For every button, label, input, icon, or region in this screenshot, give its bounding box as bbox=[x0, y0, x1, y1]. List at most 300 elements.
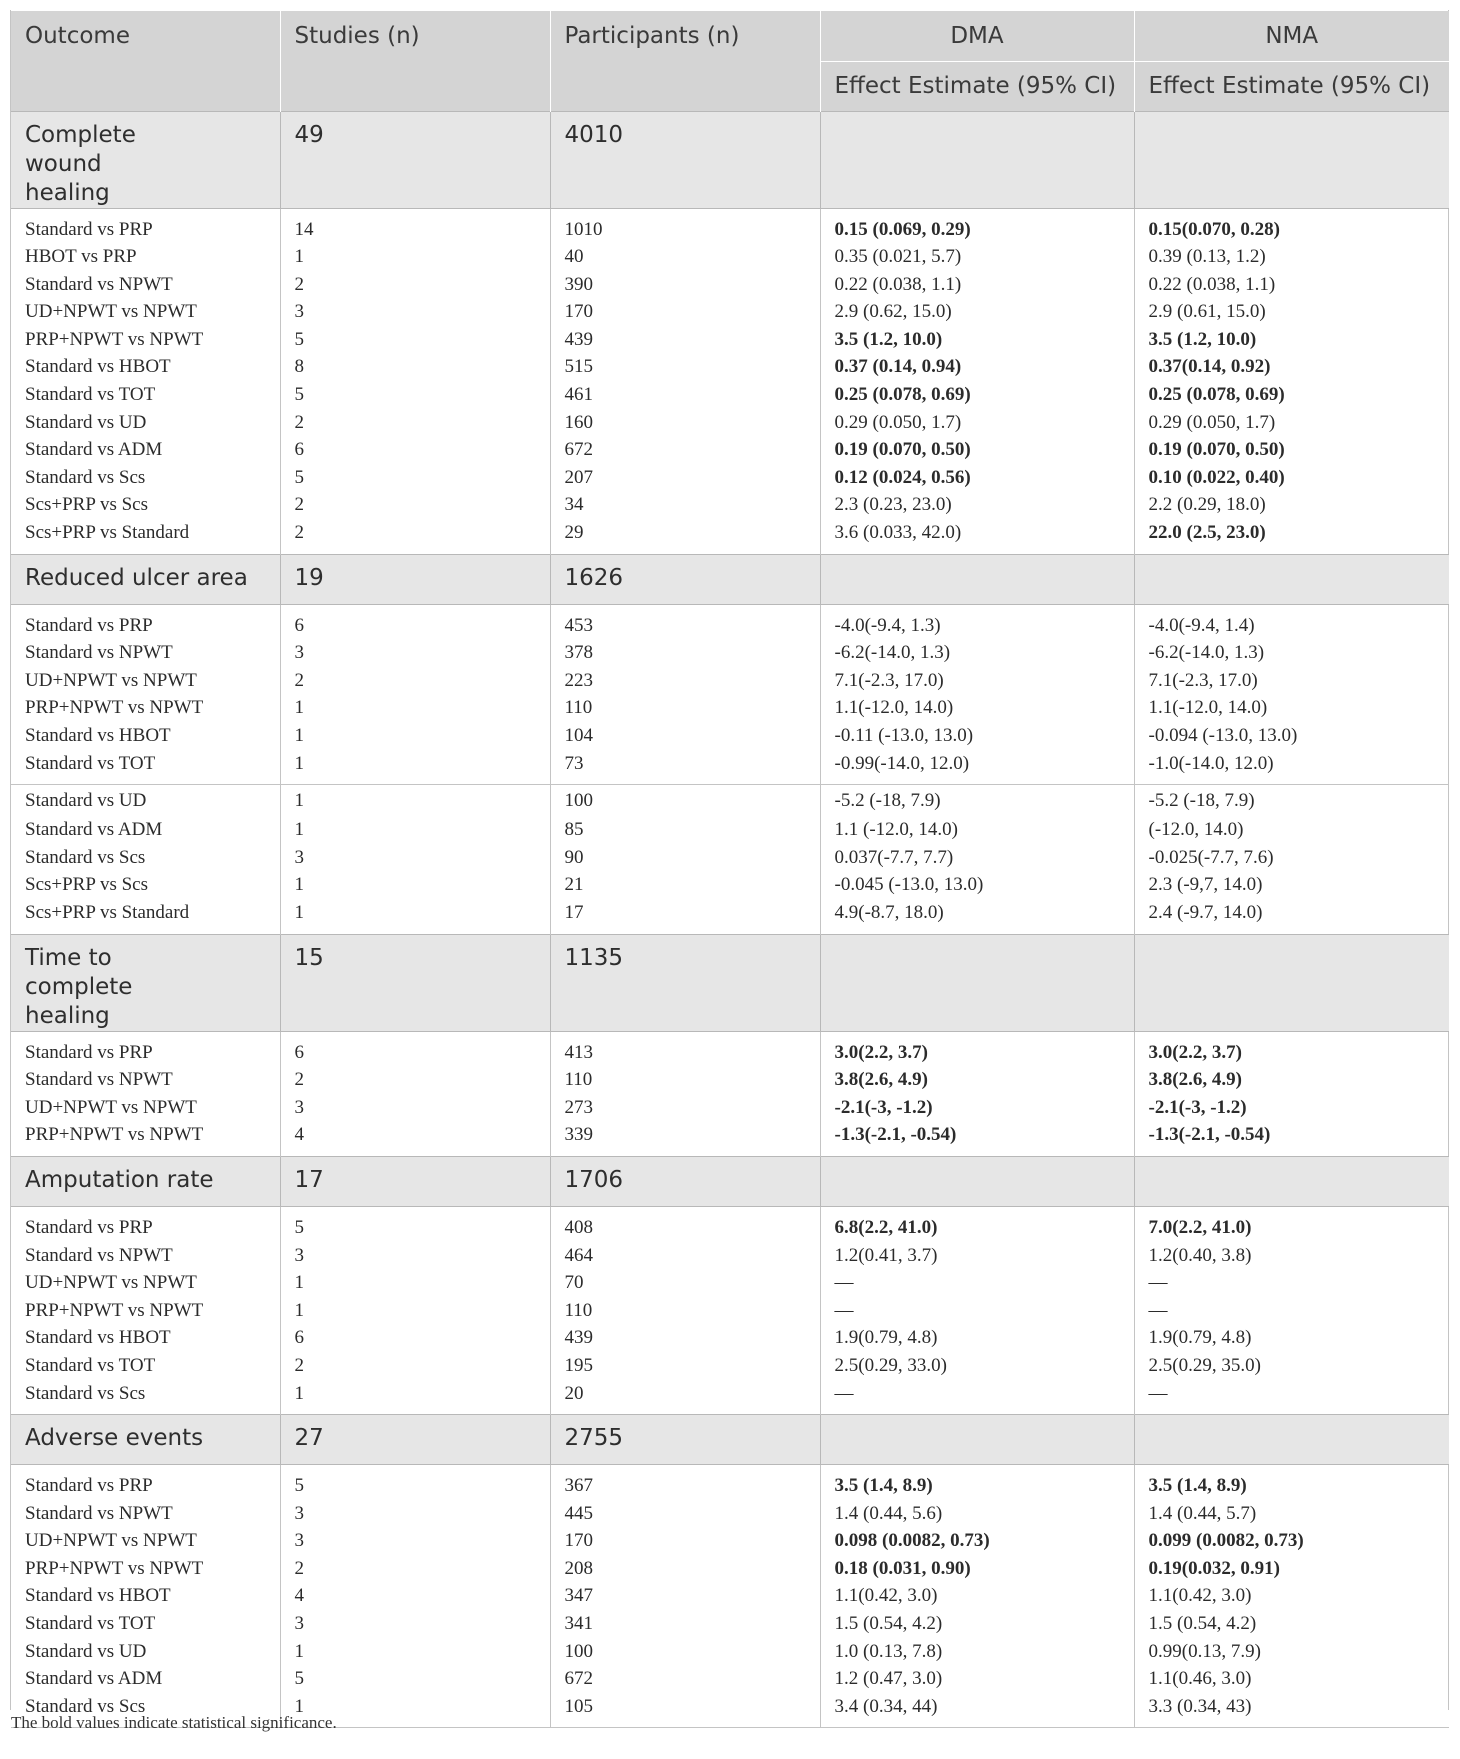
empty-cell bbox=[1134, 934, 1449, 1031]
participants-cell: 73 bbox=[550, 750, 820, 778]
dma-estimate-cell: -0.11 (-13.0, 13.0) bbox=[820, 722, 1134, 750]
studies-cell: 1 bbox=[280, 750, 550, 778]
dma-estimate-cell: 1.1(0.42, 3.0) bbox=[820, 1582, 1134, 1610]
dma-estimate-cell: 2.9 (0.62, 15.0) bbox=[820, 298, 1134, 326]
table-row bbox=[11, 1269, 1449, 1297]
dma-estimate-cell: 2.3 (0.23, 23.0) bbox=[820, 491, 1134, 519]
comparison-cell: Standard vs UD bbox=[11, 785, 280, 817]
dma-estimate-cell: -2.1(-3, -1.2) bbox=[820, 1094, 1134, 1122]
dma-estimate-cell: 1.1(-12.0, 14.0) bbox=[820, 694, 1134, 722]
table-row bbox=[11, 722, 1449, 750]
participants-cell: 85 bbox=[550, 816, 820, 844]
dma-estimate-cell: -5.2 (-18, 7.9) bbox=[820, 785, 1134, 817]
table-footnote: The bold values indicate statistical significance. bbox=[11, 1713, 337, 1732]
dma-estimate-cell: 1.5 (0.54, 4.2) bbox=[820, 1610, 1134, 1638]
participants-cell: 413 bbox=[550, 1039, 820, 1067]
nma-estimate-cell: 22.0 (2.5, 23.0) bbox=[1134, 519, 1449, 547]
dma-estimate-cell: 0.37 (0.14, 0.94) bbox=[820, 353, 1134, 381]
studies-cell: 5 bbox=[280, 464, 550, 492]
outcome-group-row bbox=[11, 934, 1449, 1031]
studies-cell: 1 bbox=[280, 694, 550, 722]
table-row bbox=[11, 1066, 1449, 1094]
outcome-studies: 27 bbox=[280, 1415, 550, 1465]
dma-estimate-cell: 3.5 (1.2, 10.0) bbox=[820, 326, 1134, 354]
comparison-cell: Standard vs TOT bbox=[25, 1613, 156, 1635]
table-row bbox=[11, 1352, 1449, 1380]
nma-estimate-cell: 0.39 (0.13, 1.2) bbox=[1134, 243, 1449, 271]
table-row bbox=[11, 1297, 1449, 1325]
nma-estimate-cell: 7.0(2.2, 41.0) bbox=[1134, 1214, 1449, 1242]
outcome-group-row bbox=[11, 1415, 1449, 1465]
nma-estimate-cell: 3.8(2.6, 4.9) bbox=[1134, 1066, 1449, 1094]
outcome-studies: 17 bbox=[280, 1156, 550, 1206]
participants-cell: 672 bbox=[550, 436, 820, 464]
row-spacer bbox=[11, 1149, 1449, 1157]
comparison-cell: Standard vs Scs bbox=[25, 1695, 146, 1717]
dma-estimate-cell: 0.098 (0.0082, 0.73) bbox=[820, 1527, 1134, 1555]
dma-estimate-cell: — bbox=[820, 1380, 1134, 1408]
comparison-cell: Standard vs NPWT bbox=[25, 273, 173, 295]
table-row bbox=[11, 1121, 1449, 1149]
results-table bbox=[11, 11, 1449, 1728]
outcome-studies: 49 bbox=[280, 111, 550, 208]
dma-estimate-cell: — bbox=[820, 1269, 1134, 1297]
participants-cell: 17 bbox=[550, 899, 820, 927]
comparison-cell: Standard vs ADM bbox=[25, 819, 163, 841]
studies-cell: 6 bbox=[280, 1039, 550, 1067]
header-nma-effect: Effect Estimate (95% CI) bbox=[1134, 61, 1449, 111]
table-row bbox=[11, 271, 1449, 299]
row-spacer bbox=[11, 1407, 1449, 1415]
row-spacer bbox=[11, 1206, 1449, 1214]
comparison-cell: Standard vs UD bbox=[25, 1640, 147, 1662]
participants-cell: 347 bbox=[550, 1582, 820, 1610]
comparison-cell: Scs+PRP vs Scs bbox=[25, 874, 148, 896]
studies-cell: 3 bbox=[280, 639, 550, 667]
empty-cell bbox=[1134, 554, 1449, 604]
table-row bbox=[11, 1582, 1449, 1610]
participants-cell: 273 bbox=[550, 1094, 820, 1122]
studies-cell: 5 bbox=[280, 1665, 550, 1693]
table-row bbox=[11, 436, 1449, 464]
outcome-label: Amputation rate bbox=[11, 1156, 280, 1206]
participants-cell: 515 bbox=[550, 353, 820, 381]
studies-cell: 1 bbox=[280, 871, 550, 899]
header-nma: NMA bbox=[1134, 11, 1449, 61]
comparison-cell: UD+NPWT vs NPWT bbox=[25, 301, 197, 323]
nma-estimate-cell: — bbox=[1134, 1297, 1449, 1325]
nma-estimate-cell: 7.1(-2.3, 17.0) bbox=[1134, 667, 1449, 695]
comparison-cell: Scs+PRP vs Standard bbox=[25, 901, 190, 923]
participants-cell: 170 bbox=[550, 298, 820, 326]
outcome-group-row bbox=[11, 1156, 1449, 1206]
table-row bbox=[11, 750, 1449, 778]
comparison-cell: Scs+PRP vs Standard bbox=[25, 522, 190, 544]
dma-estimate-cell: 1.9(0.79, 4.8) bbox=[820, 1324, 1134, 1352]
comparison-cell: UD+NPWT vs NPWT bbox=[25, 1530, 197, 1552]
studies-cell: 1 bbox=[280, 722, 550, 750]
participants-cell: 464 bbox=[550, 1242, 820, 1270]
dma-estimate-cell: 6.8(2.2, 41.0) bbox=[820, 1214, 1134, 1242]
studies-cell: 5 bbox=[280, 381, 550, 409]
participants-cell: 110 bbox=[550, 1297, 820, 1325]
empty-cell bbox=[1134, 111, 1449, 208]
table-row bbox=[11, 899, 1449, 927]
table-row bbox=[11, 1665, 1449, 1693]
outcome-participants: 1706 bbox=[550, 1156, 820, 1206]
table-row bbox=[11, 1380, 1449, 1408]
studies-cell: 2 bbox=[280, 1066, 550, 1094]
comparison-cell: PRP+NPWT vs NPWT bbox=[25, 1557, 204, 1579]
dma-estimate-cell: 0.35 (0.021, 5.7) bbox=[820, 243, 1134, 271]
participants-cell: 70 bbox=[550, 1269, 820, 1297]
nma-estimate-cell: -1.0(-14.0, 12.0) bbox=[1134, 750, 1449, 778]
comparison-cell: Standard vs PRP bbox=[25, 1041, 153, 1063]
empty-cell bbox=[820, 1156, 1134, 1206]
table-row bbox=[11, 353, 1449, 381]
table-row bbox=[11, 409, 1449, 437]
dma-estimate-cell: 7.1(-2.3, 17.0) bbox=[820, 667, 1134, 695]
studies-cell: 2 bbox=[280, 409, 550, 437]
nma-estimate-cell: 1.2(0.40, 3.8) bbox=[1134, 1242, 1449, 1270]
row-spacer bbox=[11, 927, 1449, 935]
nma-estimate-cell: 2.5(0.29, 35.0) bbox=[1134, 1352, 1449, 1380]
comparison-cell: Standard vs PRP bbox=[25, 614, 153, 636]
dma-estimate-cell: 1.4 (0.44, 5.6) bbox=[820, 1500, 1134, 1528]
nma-estimate-cell: -0.094 (-13.0, 13.0) bbox=[1134, 722, 1449, 750]
outcome-participants: 2755 bbox=[550, 1415, 820, 1465]
outcome-participants: 4010 bbox=[550, 111, 820, 208]
table-row bbox=[11, 1242, 1449, 1270]
nma-estimate-cell: -5.2 (-18, 7.9) bbox=[1134, 785, 1449, 817]
table-row bbox=[11, 216, 1449, 244]
nma-estimate-cell: 3.5 (1.2, 10.0) bbox=[1134, 326, 1449, 354]
participants-cell: 207 bbox=[550, 464, 820, 492]
outcome-label: Complete wound healing bbox=[11, 111, 280, 208]
participants-cell: 170 bbox=[550, 1527, 820, 1555]
comparison-cell: Standard vs ADM bbox=[25, 439, 163, 461]
nma-estimate-cell: 1.9(0.79, 4.8) bbox=[1134, 1324, 1449, 1352]
table-row bbox=[11, 639, 1449, 667]
nma-estimate-cell: -2.1(-3, -1.2) bbox=[1134, 1094, 1449, 1122]
dma-estimate-cell: -4.0(-9.4, 1.3) bbox=[820, 612, 1134, 640]
table-row bbox=[11, 298, 1449, 326]
comparison-cell: Standard vs NPWT bbox=[25, 1244, 173, 1266]
table-row bbox=[11, 694, 1449, 722]
empty-cell bbox=[1134, 1415, 1449, 1465]
header-dma-effect: Effect Estimate (95% CI) bbox=[820, 61, 1134, 111]
studies-cell: 14 bbox=[280, 216, 550, 244]
empty-cell bbox=[1134, 1156, 1449, 1206]
outcome-participants: 1626 bbox=[550, 554, 820, 604]
nma-estimate-cell: 1.4 (0.44, 5.7) bbox=[1134, 1500, 1449, 1528]
comparison-cell: Standard vs NPWT bbox=[25, 642, 173, 664]
participants-cell: 100 bbox=[550, 785, 820, 817]
comparison-cell: Standard vs UD bbox=[25, 411, 147, 433]
row-spacer bbox=[11, 1465, 1449, 1473]
empty-cell bbox=[820, 1415, 1134, 1465]
header-studies: Studies (n) bbox=[280, 11, 550, 111]
studies-cell: 4 bbox=[280, 1121, 550, 1149]
header-dma: DMA bbox=[820, 11, 1134, 61]
participants-cell: 110 bbox=[550, 1066, 820, 1094]
outcome-label: Reduced ulcer area bbox=[11, 554, 280, 604]
comparison-cell: Standard vs TOT bbox=[25, 384, 156, 406]
table-row bbox=[11, 381, 1449, 409]
nma-estimate-cell: 0.37(0.14, 0.92) bbox=[1134, 353, 1449, 381]
table-row bbox=[11, 1527, 1449, 1555]
participants-cell: 390 bbox=[550, 271, 820, 299]
studies-cell: 2 bbox=[280, 271, 550, 299]
dma-estimate-cell: 0.29 (0.050, 1.7) bbox=[820, 409, 1134, 437]
comparison-cell: Standard vs ADM bbox=[25, 1668, 163, 1690]
header-participants: Participants (n) bbox=[550, 11, 820, 111]
studies-cell: 1 bbox=[280, 1380, 550, 1408]
table-row bbox=[11, 816, 1449, 844]
dma-estimate-cell: 1.2(0.41, 3.7) bbox=[820, 1242, 1134, 1270]
studies-cell: 3 bbox=[280, 844, 550, 872]
comparison-cell: Standard vs PRP bbox=[25, 218, 153, 240]
studies-cell: 3 bbox=[280, 1094, 550, 1122]
table-row bbox=[11, 1555, 1449, 1583]
studies-cell: 1 bbox=[280, 1269, 550, 1297]
nma-estimate-cell: 0.10 (0.022, 0.40) bbox=[1134, 464, 1449, 492]
table-row bbox=[11, 612, 1449, 640]
dma-estimate-cell: 3.0(2.2, 3.7) bbox=[820, 1039, 1134, 1067]
table-header bbox=[11, 11, 1449, 111]
nma-estimate-cell: 1.1(-12.0, 14.0) bbox=[1134, 694, 1449, 722]
dma-estimate-cell: 3.8(2.6, 4.9) bbox=[820, 1066, 1134, 1094]
comparison-cell: Standard vs Scs bbox=[25, 1382, 146, 1404]
participants-cell: 105 bbox=[550, 1693, 820, 1721]
outcome-group-row bbox=[11, 111, 1449, 208]
table-row bbox=[11, 844, 1449, 872]
row-spacer bbox=[11, 777, 1449, 785]
row-spacer bbox=[11, 1031, 1449, 1039]
comparison-cell: PRP+NPWT vs NPWT bbox=[25, 697, 204, 719]
comparison-cell: UD+NPWT vs NPWT bbox=[25, 1272, 197, 1294]
table-row bbox=[11, 1472, 1449, 1500]
participants-cell: 453 bbox=[550, 612, 820, 640]
table-row bbox=[11, 1500, 1449, 1528]
participants-cell: 40 bbox=[550, 243, 820, 271]
studies-cell: 2 bbox=[280, 519, 550, 547]
studies-cell: 5 bbox=[280, 1214, 550, 1242]
comparison-cell: Standard vs TOT bbox=[25, 752, 156, 774]
studies-cell: 3 bbox=[280, 298, 550, 326]
dma-estimate-cell: 4.9(-8.7, 18.0) bbox=[820, 899, 1134, 927]
table-row bbox=[11, 326, 1449, 354]
nma-estimate-cell: 0.099 (0.0082, 0.73) bbox=[1134, 1527, 1449, 1555]
comparison-cell: UD+NPWT vs NPWT bbox=[25, 669, 197, 691]
studies-cell: 4 bbox=[280, 1582, 550, 1610]
studies-cell: 8 bbox=[280, 353, 550, 381]
table-row bbox=[11, 785, 1449, 817]
nma-estimate-cell: 3.0(2.2, 3.7) bbox=[1134, 1039, 1449, 1067]
row-spacer bbox=[11, 547, 1449, 555]
studies-cell: 3 bbox=[280, 1527, 550, 1555]
comparison-cell: Standard vs NPWT bbox=[25, 1502, 173, 1524]
nma-estimate-cell: — bbox=[1134, 1269, 1449, 1297]
dma-estimate-cell: -0.99(-14.0, 12.0) bbox=[820, 750, 1134, 778]
nma-estimate-cell: -1.3(-2.1, -0.54) bbox=[1134, 1121, 1449, 1149]
nma-estimate-cell: — bbox=[1134, 1380, 1449, 1408]
dma-estimate-cell: -6.2(-14.0, 1.3) bbox=[820, 639, 1134, 667]
dma-estimate-cell: 3.4 (0.34, 44) bbox=[820, 1693, 1134, 1721]
dma-estimate-cell: 0.037(-7.7, 7.7) bbox=[820, 844, 1134, 872]
table-body bbox=[11, 111, 1449, 1728]
nma-estimate-cell: 2.9 (0.61, 15.0) bbox=[1134, 298, 1449, 326]
table-row bbox=[11, 1039, 1449, 1067]
participants-cell: 341 bbox=[550, 1610, 820, 1638]
participants-cell: 21 bbox=[550, 871, 820, 899]
dma-estimate-cell: 0.12 (0.024, 0.56) bbox=[820, 464, 1134, 492]
nma-estimate-cell: -4.0(-9.4, 1.4) bbox=[1134, 612, 1449, 640]
table-row bbox=[11, 464, 1449, 492]
studies-cell: 3 bbox=[280, 1242, 550, 1270]
studies-cell: 1 bbox=[280, 785, 550, 817]
nma-estimate-cell: 1.5 (0.54, 4.2) bbox=[1134, 1610, 1449, 1638]
participants-cell: 408 bbox=[550, 1214, 820, 1242]
comparison-cell: PRP+NPWT vs NPWT bbox=[25, 1299, 204, 1321]
participants-cell: 34 bbox=[550, 491, 820, 519]
participants-cell: 208 bbox=[550, 1555, 820, 1583]
dma-estimate-cell: 3.6 (0.033, 42.0) bbox=[820, 519, 1134, 547]
outcome-studies: 15 bbox=[280, 934, 550, 1031]
comparison-cell: Standard vs HBOT bbox=[25, 725, 171, 746]
comparison-cell: PRP+NPWT vs NPWT bbox=[25, 328, 204, 350]
comparison-cell: Standard vs Scs bbox=[25, 466, 146, 488]
studies-cell: 1 bbox=[280, 899, 550, 927]
table-row bbox=[11, 1094, 1449, 1122]
studies-cell: 1 bbox=[280, 1638, 550, 1666]
comparison-cell: PRP+NPWT vs NPWT bbox=[25, 1124, 204, 1146]
studies-cell: 2 bbox=[280, 1352, 550, 1380]
table-row bbox=[11, 667, 1449, 695]
studies-cell: 5 bbox=[280, 1472, 550, 1500]
dma-estimate-cell: 3.5 (1.4, 8.9) bbox=[820, 1472, 1134, 1500]
nma-estimate-cell: 3.3 (0.34, 43) bbox=[1134, 1693, 1449, 1721]
dma-estimate-cell: 0.18 (0.031, 0.90) bbox=[820, 1555, 1134, 1583]
dma-estimate-cell: 0.19 (0.070, 0.50) bbox=[820, 436, 1134, 464]
dma-estimate-cell: -1.3(-2.1, -0.54) bbox=[820, 1121, 1134, 1149]
participants-cell: 439 bbox=[550, 1324, 820, 1352]
dma-estimate-cell: 0.15 (0.069, 0.29) bbox=[820, 216, 1134, 244]
table-row bbox=[11, 1638, 1449, 1666]
outcome-group-row bbox=[11, 554, 1449, 604]
table-row bbox=[11, 1324, 1449, 1352]
dma-estimate-cell: 1.2 (0.47, 3.0) bbox=[820, 1665, 1134, 1693]
nma-estimate-cell: 0.19 (0.070, 0.50) bbox=[1134, 436, 1449, 464]
participants-cell: 1010 bbox=[550, 216, 820, 244]
studies-cell: 1 bbox=[280, 243, 550, 271]
studies-cell: 6 bbox=[280, 612, 550, 640]
studies-cell: 2 bbox=[280, 667, 550, 695]
nma-estimate-cell: 0.19(0.032, 0.91) bbox=[1134, 1555, 1449, 1583]
comparison-cell: Standard vs Scs bbox=[25, 846, 146, 868]
dma-estimate-cell: -0.045 (-13.0, 13.0) bbox=[820, 871, 1134, 899]
row-spacer bbox=[11, 208, 1449, 216]
nma-estimate-cell: 0.25 (0.078, 0.69) bbox=[1134, 381, 1449, 409]
studies-cell: 1 bbox=[280, 816, 550, 844]
outcome-studies: 19 bbox=[280, 554, 550, 604]
participants-cell: 160 bbox=[550, 409, 820, 437]
nma-estimate-cell: 0.29 (0.050, 1.7) bbox=[1134, 409, 1449, 437]
empty-cell bbox=[820, 111, 1134, 208]
outcome-participants: 1135 bbox=[550, 934, 820, 1031]
table-row bbox=[11, 491, 1449, 519]
dma-estimate-cell: 2.5(0.29, 33.0) bbox=[820, 1352, 1134, 1380]
table-row bbox=[11, 871, 1449, 899]
comparison-cell: Standard vs HBOT bbox=[25, 356, 171, 378]
studies-cell: 1 bbox=[280, 1693, 550, 1721]
participants-cell: 223 bbox=[550, 667, 820, 695]
studies-cell: 2 bbox=[280, 1555, 550, 1583]
nma-estimate-cell: 0.15(0.070, 0.28) bbox=[1134, 216, 1449, 244]
participants-cell: 20 bbox=[550, 1380, 820, 1408]
table-row bbox=[11, 1214, 1449, 1242]
empty-cell bbox=[820, 934, 1134, 1031]
participants-cell: 439 bbox=[550, 326, 820, 354]
comparison-cell: Standard vs NPWT bbox=[25, 1069, 173, 1091]
dma-estimate-cell: — bbox=[820, 1297, 1134, 1325]
nma-estimate-cell: -0.025(-7.7, 7.6) bbox=[1134, 844, 1449, 872]
nma-estimate-cell: 2.2 (0.29, 18.0) bbox=[1134, 491, 1449, 519]
studies-cell: 6 bbox=[280, 1324, 550, 1352]
table-row bbox=[11, 1610, 1449, 1638]
nma-estimate-cell: 2.4 (-9.7, 14.0) bbox=[1134, 899, 1449, 927]
participants-cell: 339 bbox=[550, 1121, 820, 1149]
nma-estimate-cell: 0.22 (0.038, 1.1) bbox=[1134, 271, 1449, 299]
outcome-label: Adverse events bbox=[11, 1415, 280, 1465]
participants-cell: 29 bbox=[550, 519, 820, 547]
nma-estimate-cell: 2.3 (-9,7, 14.0) bbox=[1134, 871, 1449, 899]
comparison-cell: Standard vs TOT bbox=[25, 1354, 156, 1376]
empty-cell bbox=[820, 554, 1134, 604]
results-table-container bbox=[11, 11, 1449, 1728]
studies-cell: 2 bbox=[280, 491, 550, 519]
participants-cell: 378 bbox=[550, 639, 820, 667]
row-spacer bbox=[11, 604, 1449, 612]
studies-cell: 3 bbox=[280, 1610, 550, 1638]
comparison-cell: Standard vs PRP bbox=[25, 1216, 153, 1238]
participants-cell: 110 bbox=[550, 694, 820, 722]
participants-cell: 672 bbox=[550, 1665, 820, 1693]
participants-cell: 367 bbox=[550, 1472, 820, 1500]
table-row bbox=[11, 243, 1449, 271]
nma-estimate-cell: 1.1(0.46, 3.0) bbox=[1134, 1665, 1449, 1693]
dma-estimate-cell: 0.25 (0.078, 0.69) bbox=[820, 381, 1134, 409]
comparison-cell: UD+NPWT vs NPWT bbox=[25, 1096, 197, 1118]
comparison-cell: Scs+PRP vs Scs bbox=[25, 494, 148, 516]
studies-cell: 6 bbox=[280, 436, 550, 464]
participants-cell: 104 bbox=[550, 722, 820, 750]
dma-estimate-cell: 1.0 (0.13, 7.8) bbox=[820, 1638, 1134, 1666]
participants-cell: 100 bbox=[550, 1638, 820, 1666]
participants-cell: 90 bbox=[550, 844, 820, 872]
participants-cell: 461 bbox=[550, 381, 820, 409]
studies-cell: 1 bbox=[280, 1297, 550, 1325]
studies-cell: 3 bbox=[280, 1500, 550, 1528]
nma-estimate-cell: -6.2(-14.0, 1.3) bbox=[1134, 639, 1449, 667]
dma-estimate-cell: 1.1 (-12.0, 14.0) bbox=[820, 816, 1134, 844]
comparison-cell: Standard vs HBOT bbox=[25, 1585, 171, 1607]
studies-cell: 5 bbox=[280, 326, 550, 354]
participants-cell: 445 bbox=[550, 1500, 820, 1528]
header-outcome: Outcome bbox=[11, 11, 280, 111]
nma-estimate-cell: 1.1(0.42, 3.0) bbox=[1134, 1582, 1449, 1610]
nma-estimate-cell: 0.99(0.13, 7.9) bbox=[1134, 1638, 1449, 1666]
